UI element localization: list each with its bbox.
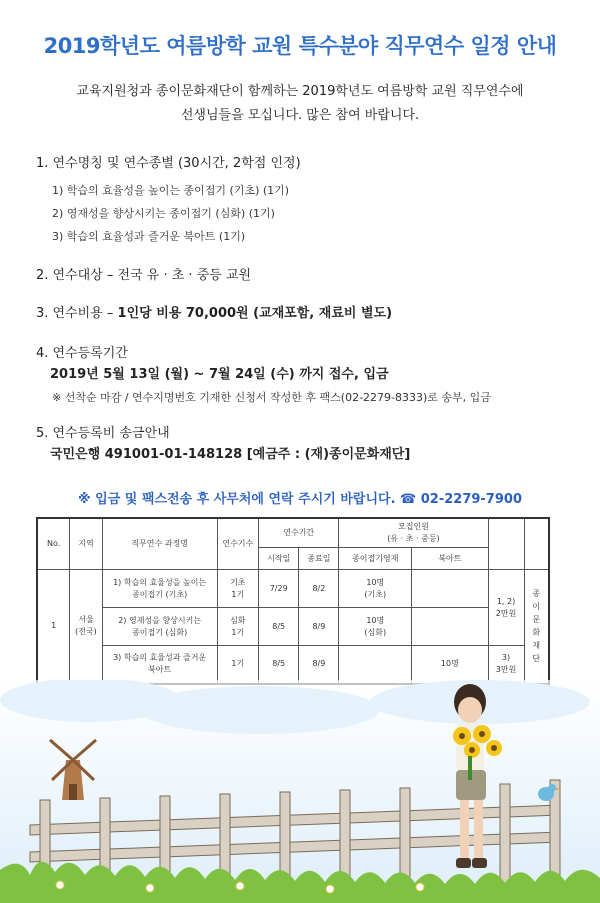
section-4-heading: 4. 연수등록기간 xyxy=(36,346,128,361)
cell-term-2 xyxy=(217,608,258,646)
cell-course-1 xyxy=(102,570,217,608)
cell-end-1: 8/2 xyxy=(299,570,339,608)
header-recruit-title: 모집인원 xyxy=(398,522,429,531)
section-3-cost: 1인당 비용 70,000원 (교재포함, 재료비 별도) xyxy=(117,306,393,321)
header-no: No. xyxy=(37,518,70,570)
section-4-note: ※ 선착순 마감 / 연수지명번호 기재한 신청서 작성한 후 팩스(02-2279-8333)로 송부, 입금 xyxy=(52,391,491,404)
fee-3-label: 3) xyxy=(501,653,511,663)
section-3-heading xyxy=(36,302,392,321)
cell-origami-1 xyxy=(339,570,412,608)
header-course: 직무연수 과정명 xyxy=(102,518,217,570)
cell-start-3: 8/5 xyxy=(259,646,299,684)
course-3-line-2: 북아트 xyxy=(148,665,172,675)
cell-start-2: 8/5 xyxy=(259,608,299,646)
section-1-item-3: 3) 학습의 효율성과 즐거운 북아트 (1기) xyxy=(52,230,246,243)
intro-line-2: 선생님들을 모십니다. 많은 참여 바랍니다. xyxy=(180,108,420,123)
origami-1-level: (기초) xyxy=(364,589,387,599)
cell-fee-12 xyxy=(488,570,524,646)
cell-bookart-1 xyxy=(412,570,488,608)
header-origami: 종이접기영재 xyxy=(339,548,412,570)
header-start: 시작일 xyxy=(259,548,299,570)
section-4-period: 2019년 5월 13일 (월) ~ 7월 24일 (수) 까지 접수, 입금 xyxy=(50,367,389,382)
section-2-heading: 2. 연수대상 – 전국 유 · 초 · 중등 교원 xyxy=(36,268,252,283)
origami-2-count: 10명 xyxy=(366,615,385,625)
header-period: 연수기간 xyxy=(259,518,339,548)
host-char-5: 재 xyxy=(532,641,541,651)
term-1-line-1: 기초 xyxy=(230,577,246,587)
section-3-prefix: 3. 연수비용 – xyxy=(36,306,118,321)
cell-bookart-2 xyxy=(412,608,488,646)
host-char-4: 화 xyxy=(532,628,541,638)
cell-term-1 xyxy=(217,570,258,608)
cell-course-2 xyxy=(102,608,217,646)
term-1-line-2: 1기 xyxy=(231,589,245,599)
landscape-illustration xyxy=(0,680,600,903)
intro-line-1: 교육지원청과 종이문화재단이 함께하는 2019학년도 여름방학 교원 직무연수에 xyxy=(76,84,524,99)
section-1-item-2: 2) 영재성을 향상시키는 종이접기 (심화) (1기) xyxy=(52,207,275,220)
header-recruit xyxy=(339,518,488,548)
course-1-line-2: 종이접기 (기초) xyxy=(132,589,188,599)
term-2-line-1: 심화 xyxy=(230,615,246,625)
term-2-line-2: 1기 xyxy=(231,627,245,637)
header-host-blank xyxy=(524,518,549,570)
origami-1-count: 10명 xyxy=(366,577,385,587)
course-2-line-2: 종이접기 (심화) xyxy=(132,627,188,637)
section-5-account: 국민은행 491001-01-148128 [예금주 : (재)종이문화재단] xyxy=(50,447,411,462)
page-title: 2019학년도 여름방학 교원 특수분야 직무연수 일정 안내 xyxy=(43,34,557,58)
header-term: 연수기수 xyxy=(217,518,258,570)
contact-notice: ※ 입금 및 팩스전송 후 사무처에 연락 주시기 바랍니다. ☎ 02-2279-7900 xyxy=(78,492,522,507)
course-3-line-1: 3) 학습의 효율성과 즐거운 xyxy=(113,653,207,663)
host-char-6: 단 xyxy=(532,654,541,664)
course-1-line-1: 1) 학습의 효율성을 높이는 xyxy=(113,577,207,587)
fee-12-amount: 2만원 xyxy=(495,608,517,618)
header-fee-blank xyxy=(488,518,524,570)
host-char-1: 종 xyxy=(532,589,541,599)
cell-bookart-3: 10명 xyxy=(412,646,488,684)
host-char-3: 문 xyxy=(532,615,541,625)
intro-text xyxy=(0,80,600,128)
cell-course-3 xyxy=(102,646,217,684)
host-char-2: 이 xyxy=(532,602,541,612)
fee-12-label: 1, 2) xyxy=(496,596,516,606)
cell-region-sub: (전국) xyxy=(75,627,97,637)
cell-term-3: 1기 xyxy=(217,646,258,684)
header-region: 지역 xyxy=(70,518,102,570)
cell-end-3: 8/9 xyxy=(299,646,339,684)
section-1-item-1: 1) 학습의 효율성을 높이는 종이접기 (기초) (1기) xyxy=(52,184,290,197)
cell-host xyxy=(524,570,549,684)
origami-2-level: (심화) xyxy=(364,627,387,637)
header-end: 종료일 xyxy=(299,548,339,570)
schedule-table xyxy=(36,517,550,685)
section-1-heading: 1. 연수명칭 및 연수종별 (30시간, 2학점 인정) xyxy=(36,156,301,171)
cell-start-1: 7/29 xyxy=(259,570,299,608)
course-2-line-1: 2) 영재성을 향상시키는 xyxy=(118,615,202,625)
section-5-heading: 5. 연수등록비 송금안내 xyxy=(36,426,170,441)
cell-region-name: 서울 xyxy=(78,615,94,625)
cell-no: 1 xyxy=(37,570,70,684)
cell-origami-3 xyxy=(339,646,412,684)
header-bookart: 북아트 xyxy=(412,548,488,570)
cell-end-2: 8/9 xyxy=(299,608,339,646)
fee-3-amount: 3만원 xyxy=(495,665,517,675)
cell-fee-3 xyxy=(488,646,524,684)
cell-region xyxy=(70,570,102,684)
cell-origami-2 xyxy=(339,608,412,646)
header-recruit-sub: (유 · 초 · 중등) xyxy=(387,534,440,543)
